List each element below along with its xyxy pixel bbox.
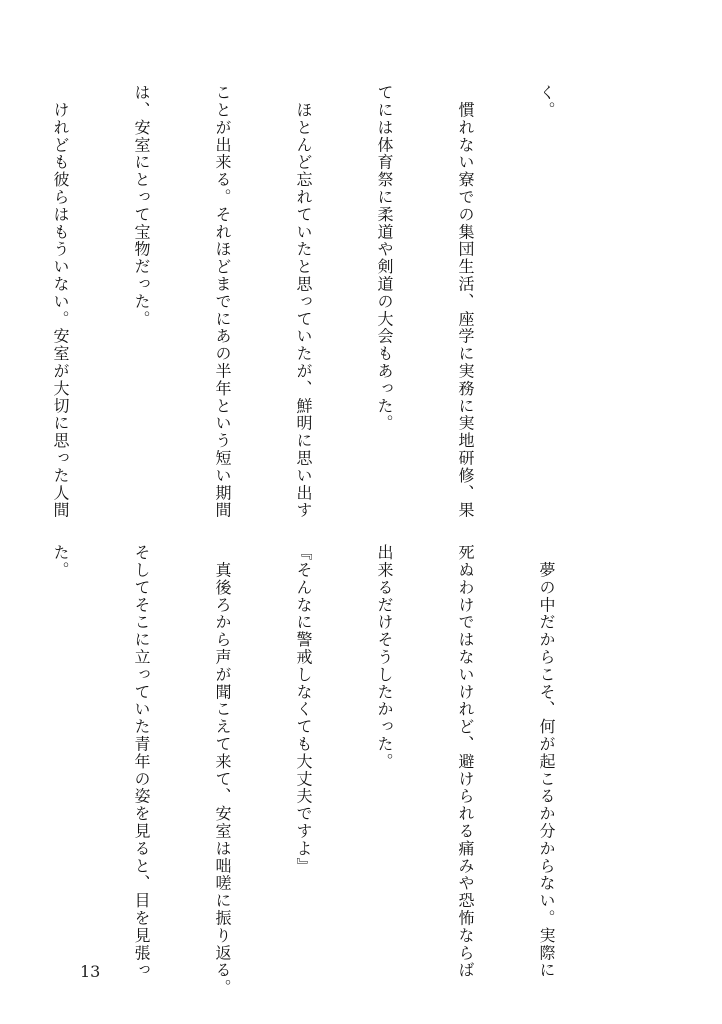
text-line: 『そんなに警戒しなくても大丈夫ですよ』 [294, 544, 313, 875]
text-line: 真後ろから声が聞こえて来て、安室は咄嗟に振り返る。 [213, 544, 232, 997]
text-line: ことが出来る。それほどまでにあの半年という短い期間 [213, 84, 232, 519]
text-line: ほとんど忘れていたと思っていたが、鮮明に思い出す [294, 84, 313, 519]
text-line: 夢の中だからこそ、何が起こるか分からない。実際に [537, 544, 556, 979]
text-line: 慣れない寮での集団生活、座学に実務に実地研修、果 [456, 84, 475, 519]
text-line: てには体育祭に柔道や剣道の大会もあった。 [375, 84, 394, 432]
text-line: 出来るだけそうしたかった。 [375, 544, 394, 771]
upper-text-tier [51, 84, 614, 519]
text-line: けれども彼らはもういない。安室が大切に思った人間 [51, 84, 70, 519]
text-line: は、安室にとって宝物だった。 [132, 84, 151, 328]
text-line: く。 [537, 84, 556, 119]
text-line: た。 [51, 544, 70, 579]
text-line: 死ぬわけではないけれど、避けられる痛みや恐怖ならば [456, 544, 475, 979]
text-line: そしてそこに立っていた青年の姿を見ると、目を見張っ [132, 544, 151, 979]
page-number: 13 [80, 962, 101, 981]
